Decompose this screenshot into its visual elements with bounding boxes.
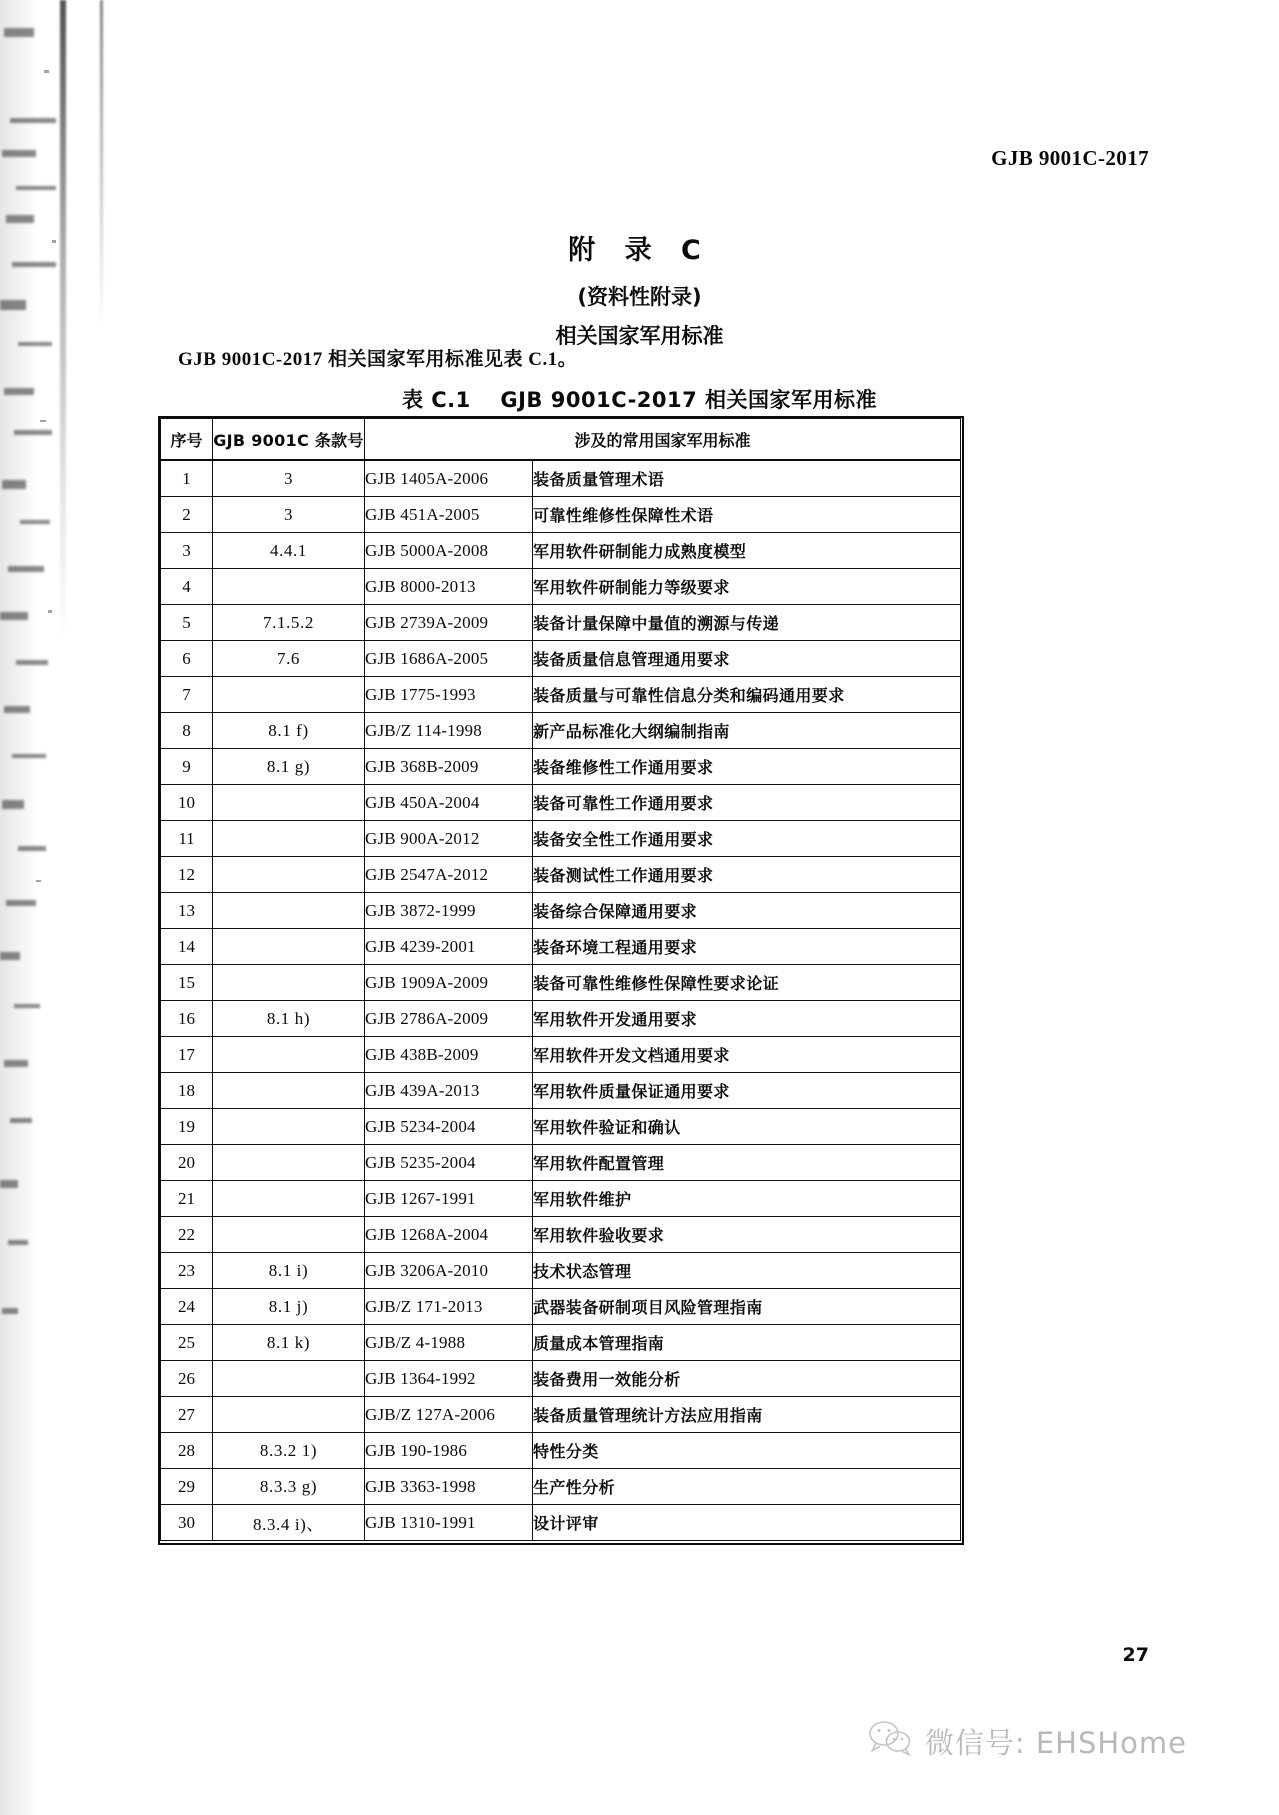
cell-standard: GJB 439A-2013 [365, 1073, 533, 1109]
cell-index: 5 [161, 605, 213, 641]
cell-title: 装备费用一效能分析 [533, 1361, 961, 1397]
cell-standard: GJB 5000A-2008 [365, 533, 533, 569]
cell-title: 特性分类 [533, 1433, 961, 1469]
column-header-standards: 涉及的常用国家军用标准 [365, 419, 961, 461]
table-row [161, 1325, 961, 1361]
cell-title: 装备计量保障中量值的溯源与传递 [533, 605, 961, 641]
cell-index: 9 [161, 749, 213, 785]
table-row [161, 857, 961, 893]
table-row [161, 1181, 961, 1217]
table-header [161, 419, 961, 461]
table-row [161, 785, 961, 821]
annex-heading-block [0, 228, 1279, 350]
cell-title: 生产性分析 [533, 1469, 961, 1505]
cell-title: 质量成本管理指南 [533, 1325, 961, 1361]
cell-clause [213, 1361, 365, 1397]
cell-standard: GJB 2547A-2012 [365, 857, 533, 893]
cell-title: 装备质量信息管理通用要求 [533, 641, 961, 677]
cell-index: 25 [161, 1325, 213, 1361]
table-row [161, 893, 961, 929]
cell-clause: 8.1 k) [213, 1325, 365, 1361]
cell-clause: 7.1.5.2 [213, 605, 365, 641]
cell-index: 22 [161, 1217, 213, 1253]
cell-title: 军用软件验证和确认 [533, 1109, 961, 1145]
cell-clause: 8.3.3 g) [213, 1469, 365, 1505]
cell-title: 武器装备研制项目风险管理指南 [533, 1289, 961, 1325]
cell-index: 16 [161, 1001, 213, 1037]
cell-standard: GJB 190-1986 [365, 1433, 533, 1469]
cell-standard: GJB 5235-2004 [365, 1145, 533, 1181]
cell-title: 技术状态管理 [533, 1253, 961, 1289]
cell-index: 21 [161, 1181, 213, 1217]
watermark [867, 1719, 1187, 1764]
cell-title: 军用软件配置管理 [533, 1145, 961, 1181]
cell-clause: 8.3.2 1) [213, 1433, 365, 1469]
cell-index: 6 [161, 641, 213, 677]
intro-paragraph: GJB 9001C-2017 相关国家军用标准见表 C.1。 [178, 349, 578, 370]
cell-clause: 8.1 h) [213, 1001, 365, 1037]
cell-index: 27 [161, 1397, 213, 1433]
cell-title: 装备综合保障通用要求 [533, 893, 961, 929]
cell-title: 军用软件开发通用要求 [533, 1001, 961, 1037]
table-row [161, 1253, 961, 1289]
cell-title: 装备质量与可靠性信息分类和编码通用要求 [533, 677, 961, 713]
cell-index: 23 [161, 1253, 213, 1289]
cell-clause [213, 893, 365, 929]
cell-title: 军用软件开发文档通用要求 [533, 1037, 961, 1073]
table-caption [0, 384, 1279, 414]
table-caption-text: GJB 9001C-2017 相关国家军用标准 [500, 388, 878, 412]
cell-standard: GJB/Z 171-2013 [365, 1289, 533, 1325]
cell-index: 2 [161, 497, 213, 533]
table-row [161, 965, 961, 1001]
cell-standard: GJB 1364-1992 [365, 1361, 533, 1397]
cell-clause: 8.3.4 i)、 [213, 1505, 365, 1541]
annex-subtitle: (资料性附录) [577, 285, 702, 309]
table-row [161, 605, 961, 641]
cell-title: 装备安全性工作通用要求 [533, 821, 961, 857]
cell-title: 装备环境工程通用要求 [533, 929, 961, 965]
cell-standard: GJB/Z 114-1998 [365, 713, 533, 749]
table-row [161, 497, 961, 533]
column-header-clause: GJB 9001C 条款号 [213, 419, 365, 461]
table-row [161, 533, 961, 569]
cell-title: 可靠性维修性保障性术语 [533, 497, 961, 533]
table-header-row [161, 419, 961, 461]
table-row [161, 1505, 961, 1541]
running-header: GJB 9001C-2017 [991, 146, 1149, 170]
table-row [161, 1433, 961, 1469]
annex-title: 附 录 C [568, 235, 711, 266]
cell-clause: 8.1 i) [213, 1253, 365, 1289]
cell-clause [213, 965, 365, 1001]
cell-standard: GJB 1267-1991 [365, 1181, 533, 1217]
table-row [161, 460, 961, 497]
cell-standard: GJB 8000-2013 [365, 569, 533, 605]
cell-index: 30 [161, 1505, 213, 1541]
table-row [161, 1361, 961, 1397]
cell-index: 15 [161, 965, 213, 1001]
cell-standard: GJB 438B-2009 [365, 1037, 533, 1073]
cell-title: 军用软件维护 [533, 1181, 961, 1217]
column-header-index: 序号 [161, 419, 213, 461]
cell-clause [213, 1145, 365, 1181]
cell-clause: 3 [213, 460, 365, 497]
cell-index: 1 [161, 460, 213, 497]
cell-index: 20 [161, 1145, 213, 1181]
cell-clause: 8.1 f) [213, 713, 365, 749]
cell-clause: 8.1 j) [213, 1289, 365, 1325]
table-row [161, 1037, 961, 1073]
cell-title: 装备维修性工作通用要求 [533, 749, 961, 785]
cell-clause [213, 1073, 365, 1109]
cell-index: 7 [161, 677, 213, 713]
table-row [161, 1001, 961, 1037]
cell-index: 14 [161, 929, 213, 965]
cell-standard: GJB 3872-1999 [365, 893, 533, 929]
table-row [161, 1109, 961, 1145]
cell-index: 3 [161, 533, 213, 569]
table-body [161, 460, 961, 1541]
cell-clause [213, 929, 365, 965]
cell-index: 8 [161, 713, 213, 749]
cell-index: 4 [161, 569, 213, 605]
cell-standard: GJB 1686A-2005 [365, 641, 533, 677]
cell-standard: GJB 2739A-2009 [365, 605, 533, 641]
cell-clause: 4.4.1 [213, 533, 365, 569]
table-row [161, 1289, 961, 1325]
cell-index: 13 [161, 893, 213, 929]
table-row [161, 749, 961, 785]
cell-standard: GJB/Z 127A-2006 [365, 1397, 533, 1433]
table-row [161, 821, 961, 857]
table-caption-label: 表 C.1 [401, 388, 471, 412]
cell-standard: GJB 1268A-2004 [365, 1217, 533, 1253]
cell-standard: GJB 5234-2004 [365, 1109, 533, 1145]
cell-clause [213, 1397, 365, 1433]
cell-index: 29 [161, 1469, 213, 1505]
cell-title: 军用软件研制能力等级要求 [533, 569, 961, 605]
cell-index: 26 [161, 1361, 213, 1397]
cell-standard: GJB 450A-2004 [365, 785, 533, 821]
cell-standard: GJB 3363-1998 [365, 1469, 533, 1505]
table-row [161, 1145, 961, 1181]
cell-clause [213, 1037, 365, 1073]
page-number: 27 [1122, 1644, 1149, 1666]
cell-title: 装备质量管理统计方法应用指南 [533, 1397, 961, 1433]
cell-index: 18 [161, 1073, 213, 1109]
cell-title: 新产品标准化大纲编制指南 [533, 713, 961, 749]
cell-standard: GJB 1310-1991 [365, 1505, 533, 1541]
cell-clause [213, 569, 365, 605]
cell-clause [213, 677, 365, 713]
cell-clause: 3 [213, 497, 365, 533]
table-row [161, 641, 961, 677]
cell-index: 24 [161, 1289, 213, 1325]
cell-title: 装备可靠性工作通用要求 [533, 785, 961, 821]
cell-title: 军用软件验收要求 [533, 1217, 961, 1253]
cell-index: 10 [161, 785, 213, 821]
table-row [161, 1397, 961, 1433]
cell-clause: 8.1 g) [213, 749, 365, 785]
standards-table [160, 418, 961, 1541]
cell-title: 装备质量管理术语 [533, 460, 961, 497]
cell-index: 17 [161, 1037, 213, 1073]
cell-standard: GJB 900A-2012 [365, 821, 533, 857]
table-row [161, 929, 961, 965]
annex-subtitle-secondary: 相关国家军用标准 [555, 324, 724, 348]
cell-standard: GJB 451A-2005 [365, 497, 533, 533]
cell-standard: GJB 1909A-2009 [365, 965, 533, 1001]
table-row [161, 713, 961, 749]
cell-clause [213, 821, 365, 857]
table-row [161, 1217, 961, 1253]
cell-clause [213, 1109, 365, 1145]
cell-clause: 7.6 [213, 641, 365, 677]
cell-standard: GJB/Z 4-1988 [365, 1325, 533, 1361]
table-row [161, 677, 961, 713]
cell-title: 军用软件研制能力成熟度模型 [533, 533, 961, 569]
cell-index: 28 [161, 1433, 213, 1469]
cell-standard: GJB 368B-2009 [365, 749, 533, 785]
table-row [161, 569, 961, 605]
standards-table-wrapper [160, 418, 960, 1541]
cell-title: 军用软件质量保证通用要求 [533, 1073, 961, 1109]
cell-title: 设计评审 [533, 1505, 961, 1541]
table-row [161, 1073, 961, 1109]
cell-clause [213, 857, 365, 893]
cell-clause [213, 1217, 365, 1253]
cell-standard: GJB 4239-2001 [365, 929, 533, 965]
cell-standard: GJB 2786A-2009 [365, 1001, 533, 1037]
watermark-text: 微信号: EHSHome [924, 1726, 1187, 1760]
cell-standard: GJB 3206A-2010 [365, 1253, 533, 1289]
cell-index: 19 [161, 1109, 213, 1145]
cell-standard: GJB 1775-1993 [365, 677, 533, 713]
cell-clause [213, 785, 365, 821]
cell-title: 装备可靠性维修性保障性要求论证 [533, 965, 961, 1001]
cell-index: 11 [161, 821, 213, 857]
cell-standard: GJB 1405A-2006 [365, 460, 533, 497]
cell-index: 12 [161, 857, 213, 893]
table-row [161, 1469, 961, 1505]
wechat-icon [867, 1719, 913, 1764]
cell-title: 装备测试性工作通用要求 [533, 857, 961, 893]
cell-clause [213, 1181, 365, 1217]
